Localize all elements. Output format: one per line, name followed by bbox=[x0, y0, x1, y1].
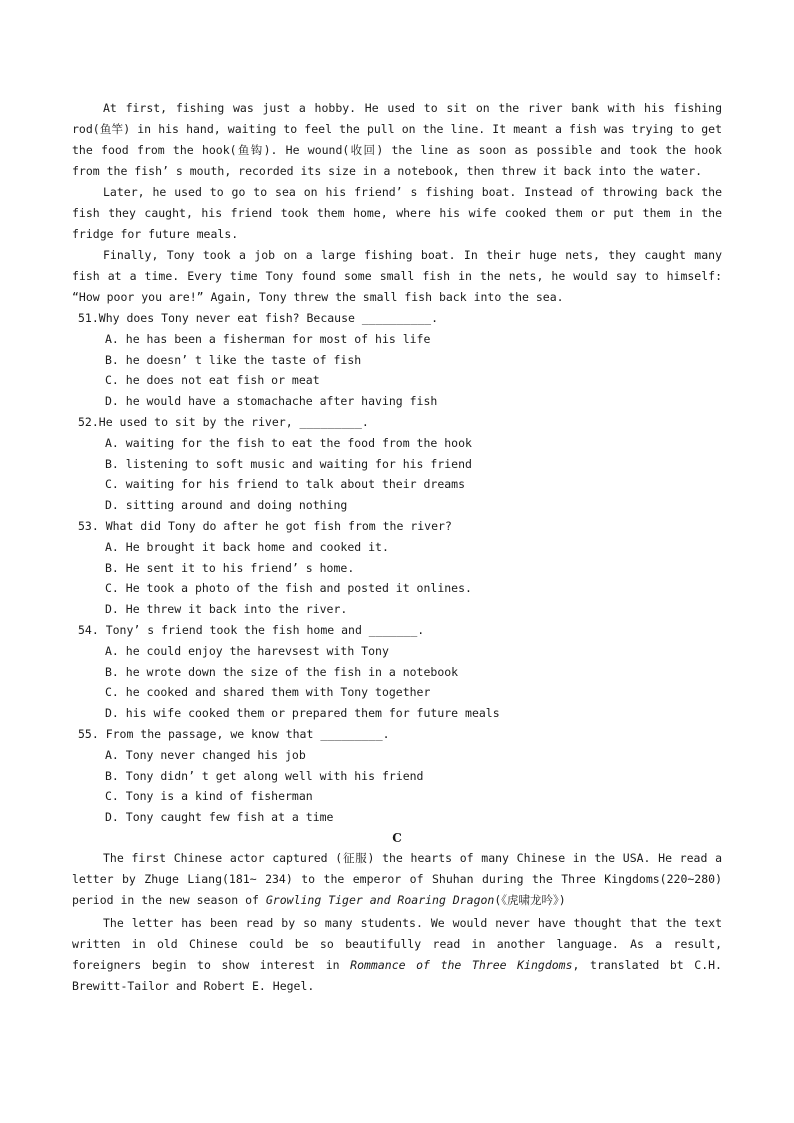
option-c: C. he cooked and shared them with Tony together bbox=[105, 685, 431, 700]
section-c-paragraph-2 bbox=[72, 913, 722, 997]
option-c: C. Tony is a kind of fisherman bbox=[105, 789, 313, 804]
show-title: Growling Tiger and Roaring Dragon bbox=[265, 892, 495, 907]
paragraph-text: (《虎啸龙吟》) bbox=[494, 892, 566, 907]
option-d: D. He threw it back into the river. bbox=[105, 602, 348, 617]
option-a: A. He brought it back home and cooked it. bbox=[105, 539, 389, 554]
book-title: Rommance of the Three Kingdoms bbox=[350, 957, 573, 972]
option-d: D. sitting around and doing nothing bbox=[105, 498, 348, 513]
option-a: A. he has been a fisherman for most of his life bbox=[105, 331, 431, 346]
document-page bbox=[72, 98, 722, 999]
question-stem: 51.Why does Tony never eat fish? Because __________. bbox=[78, 311, 439, 325]
question-stem: 55. From the passage, we know that _________. bbox=[78, 726, 390, 741]
question-stem: 52.He used to sit by the river, _________. bbox=[78, 414, 369, 429]
question-54 bbox=[72, 620, 722, 724]
option-a: A. he could enjoy the harevsest with Tony bbox=[105, 643, 389, 658]
question-stem: 53. What did Tony do after he got fish from the river? bbox=[78, 518, 452, 533]
question-52 bbox=[72, 412, 722, 516]
option-b: B. He sent it to his friend’ s home. bbox=[105, 560, 355, 575]
option-b: B. Tony didn’ t get along well with his friend bbox=[105, 768, 424, 783]
option-c: C. He took a photo of the fish and posted it onlines. bbox=[105, 581, 472, 596]
section-title: C bbox=[392, 830, 402, 845]
option-d: D. he would have a stomachache after having fish bbox=[105, 394, 438, 409]
option-b: B. he wrote down the size of the fish in a notebook bbox=[105, 664, 459, 679]
question-stem: 54. Tony’ s friend took the fish home and _______. bbox=[78, 622, 425, 637]
passage-paragraph-2: Later, he used to go to sea on his friend’ s fishing boat. Instead of throwing back the fish they caught, his friend took them home, where his wife cooked them or put them in the fridge for future meals. bbox=[72, 185, 722, 241]
paragraph-text: , translated bt C.H. Brewitt-Tailor and Robert E. Hegel. bbox=[72, 957, 722, 993]
question-51 bbox=[72, 308, 722, 412]
option-b: B. he doesn’ t like the taste of fish bbox=[105, 352, 362, 367]
option-d: D. Tony caught few fish at a time bbox=[105, 810, 334, 825]
section-c-paragraph-1 bbox=[72, 848, 722, 911]
paragraph-text: The letter has been read by so many students. We would never have thought that the text written in old Chinese could be so beautifully read in another language. As a result, foreigners begin to show interest in bbox=[72, 915, 722, 972]
passage-paragraph-3: Finally, Tony took a job on a large fishing boat. In their huge nets, they caught many fish at a time. Every time Tony found some small fish in the nets, he would say to himself: “How poor you are!” Again, Tony threw the small fish back into the sea. bbox=[72, 248, 722, 304]
option-a: A. Tony never changed his job bbox=[105, 747, 306, 762]
passage-paragraph-1: At first, fishing was just a hobby. He used to sit on the river bank with his fishing rod(鱼竿) in his hand, waiting to feel the pull on the line. It meant a fish was trying to get the food from the hook(鱼钩). He wound(收回) the line as soon as possible and took the hook from the fish’ s mouth, recorded its size in a notebook, then threw it back into the water. bbox=[72, 101, 722, 178]
question-53 bbox=[72, 516, 722, 620]
option-c: C. he does not eat fish or meat bbox=[105, 373, 320, 388]
option-a: A. waiting for the fish to eat the food from the hook bbox=[105, 435, 472, 450]
option-d: D. his wife cooked them or prepared them for future meals bbox=[105, 706, 500, 721]
option-b: B. listening to soft music and waiting for his friend bbox=[105, 456, 472, 471]
option-c: C. waiting for his friend to talk about their dreams bbox=[105, 477, 466, 492]
paragraph-text: The first Chinese actor captured (征服) the hearts of many Chinese in the USA. He read a letter by Zhuge Liang(181~ 234) to the emperor of Shuhan during the Three Kingdoms(220~280) period in the new season of bbox=[72, 850, 722, 907]
question-55 bbox=[72, 724, 722, 828]
